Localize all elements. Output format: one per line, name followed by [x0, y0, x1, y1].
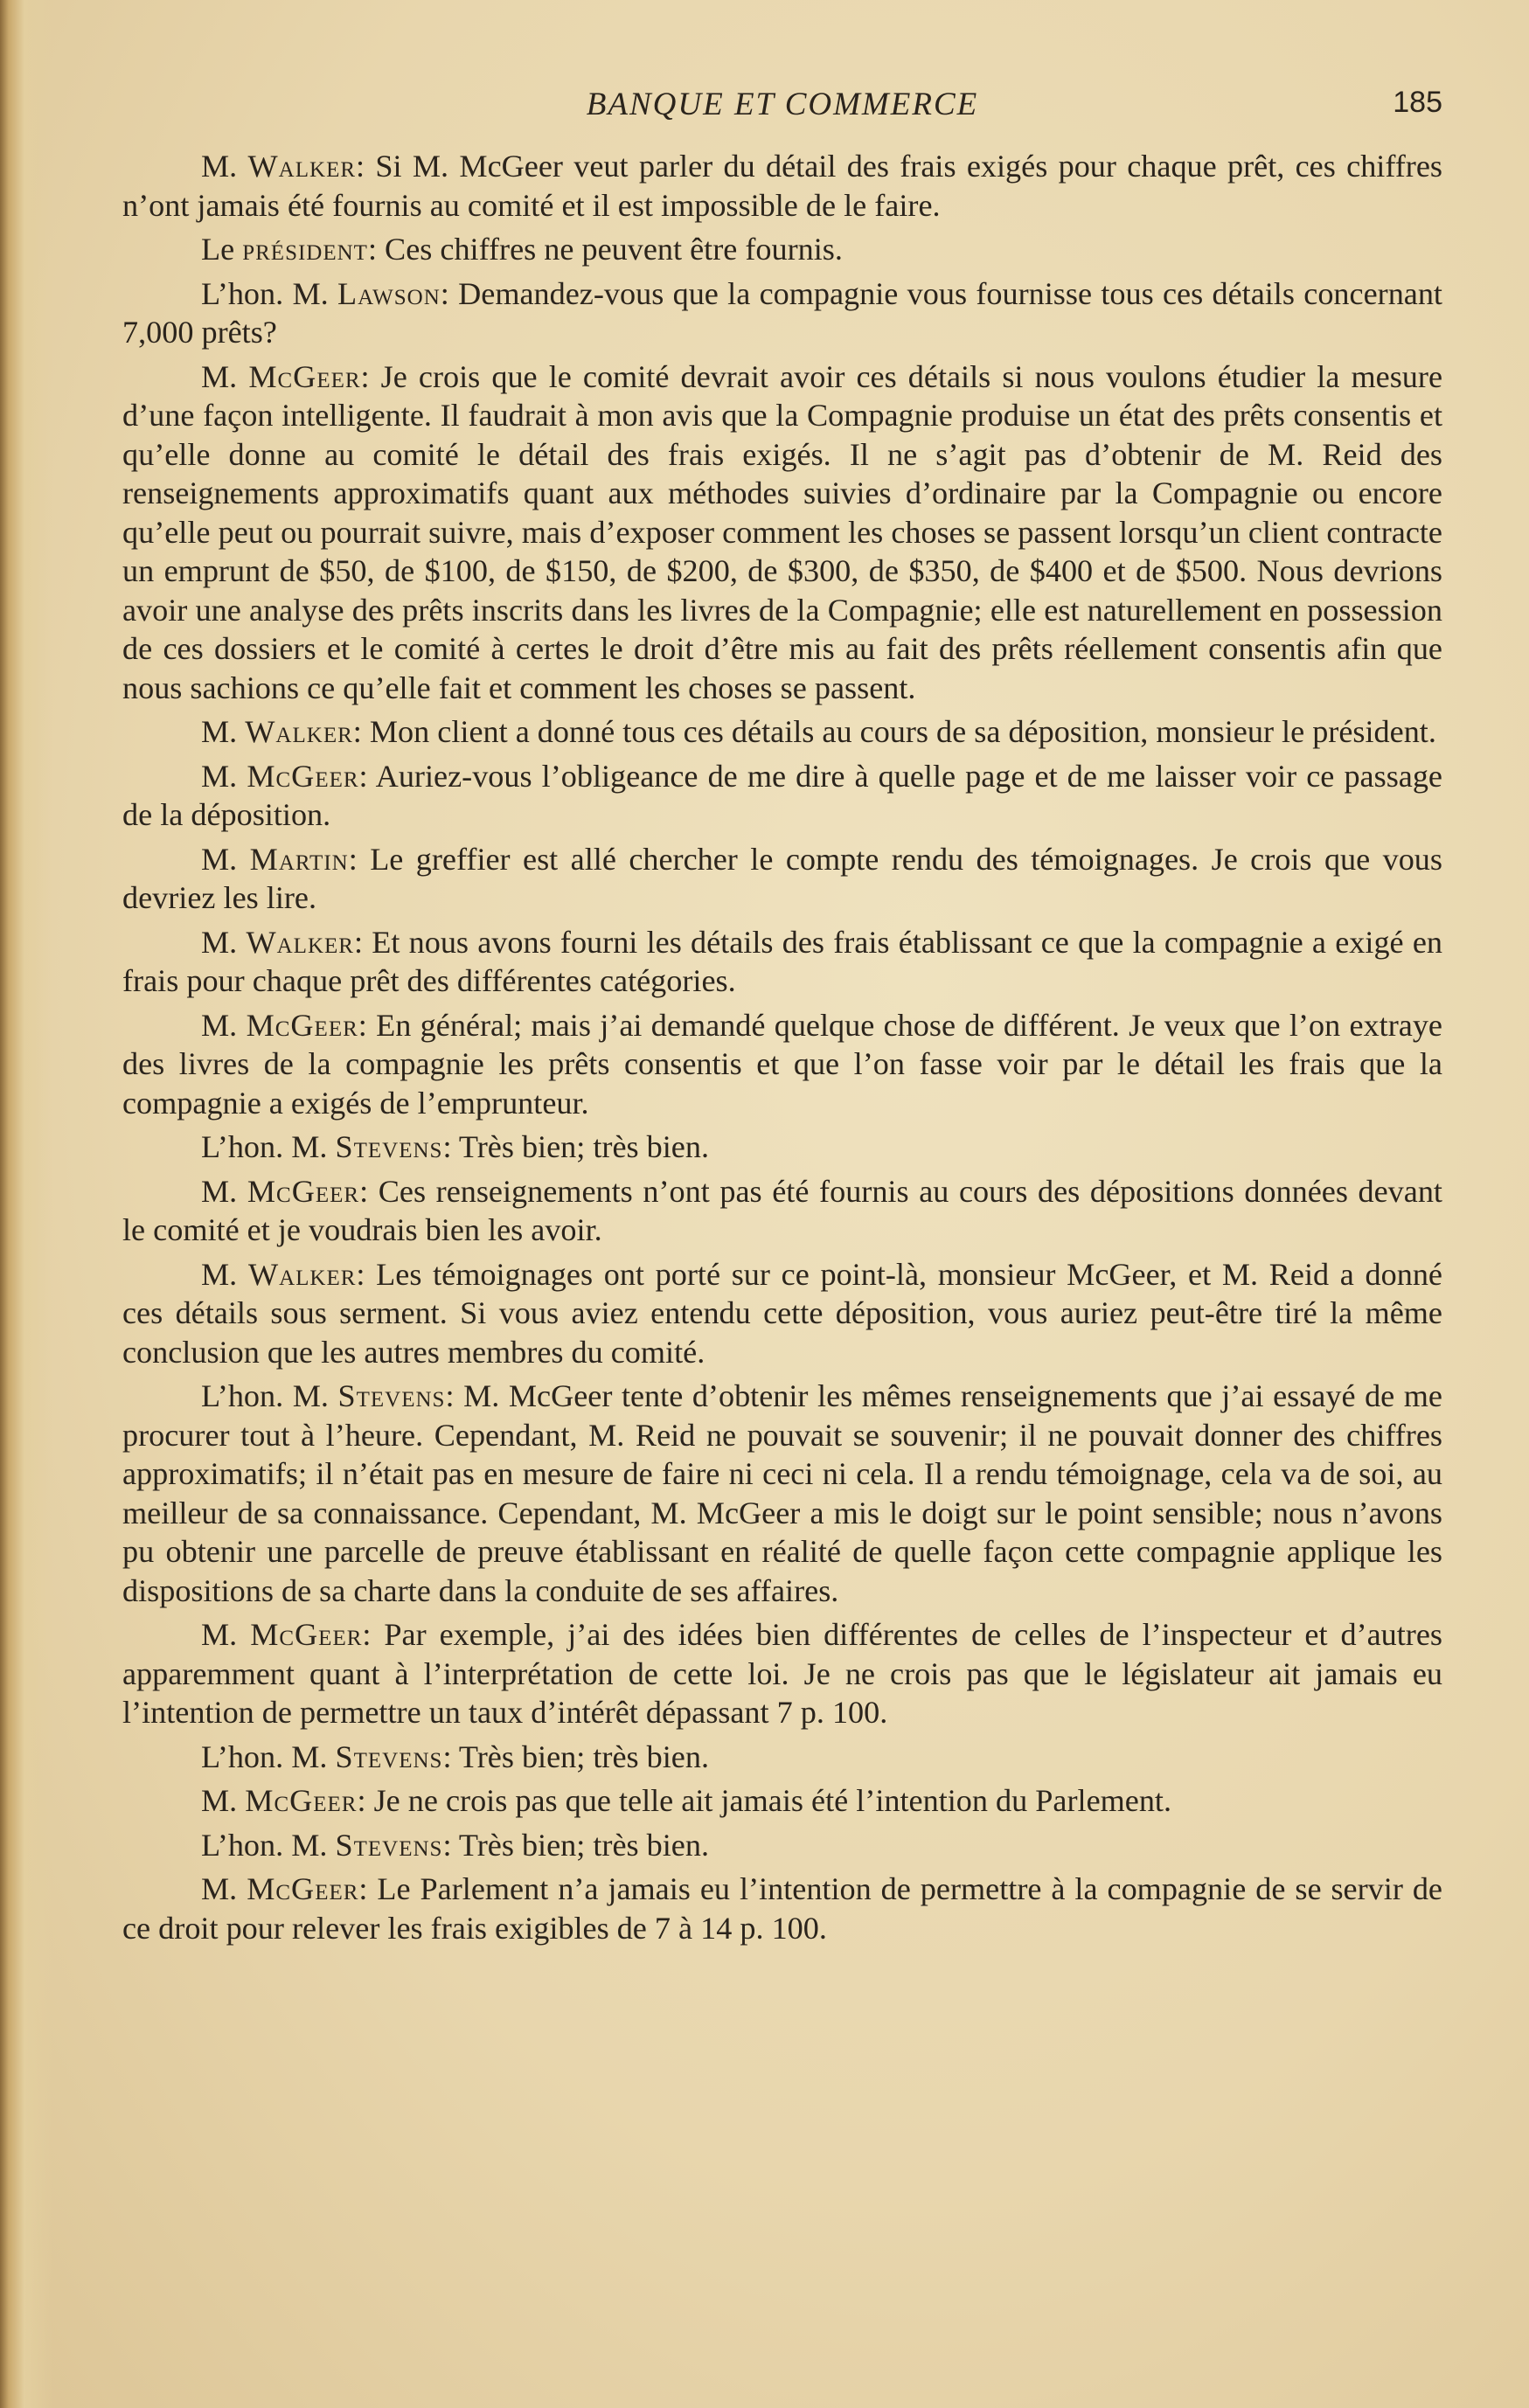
speech-text: : Je crois que le comité devrait avoir ces détails si nous voulons étudier la mesure d’une façon intelligente. Il faudrait à mon avis que la Compagnie produise un état des prêts consentis et qu’elle donne au comité le détail des frais exigés. Il ne s’agit pas d’obtenir de M. Reid des renseignements approximatifs quant aux méthodes suivies d’ordinaire par la Compagnie ou encore qu’elle peut ou pourrait suivre, mais d’exposer comment les choses se passent lorsqu’un client contracte un emprunt de $50, de $100, de $150, de $200, de $300, de $350, de $400 et de $500. Nous devrions avoir une analyse des prêts inscrits dans les livres de la Compagnie; elle est naturellement en possession de ces dossiers et le comité à certes le droit d’être mis au fait des prêts réellement consentis afin que nous sachions ce qu’elle fait et comment les choses se passent. — [122, 358, 1442, 705]
speech-text: : Si M. McGeer veut parler du détail des frais exigés pour chaque prêt, ces chiffres n’ont jamais été fournis au comité et il est impossible de le faire. — [122, 149, 1442, 223]
speaker-name: McGeer — [248, 358, 361, 394]
speaker-name: McGeer — [250, 1617, 363, 1652]
paragraph — [122, 1781, 1442, 1821]
speech-text: : Auriez-vous l’obligeance de me dire à quelle page et de me laisser voir ce passage de la déposition. — [122, 758, 1442, 832]
paragraph — [122, 840, 1442, 918]
paragraph — [122, 1172, 1442, 1250]
speech-text: : Le greffier est allé chercher le compte rendu des témoignages. Je crois que vous devriez les lire. — [122, 841, 1442, 915]
page-number: 185 — [1393, 86, 1442, 119]
speaker-prefix: M. — [201, 358, 249, 394]
speaker-prefix: M. — [201, 1871, 247, 1906]
paragraph — [122, 357, 1442, 708]
speech-text: : Et nous avons fourni les détails des frais établissant ce que la compagnie a exigé en frais pour chaque prêt des différentes catégories. — [122, 924, 1442, 998]
paragraph — [122, 1738, 1442, 1777]
speaker-name: Martin — [249, 841, 349, 877]
speech-text: : Très bien; très bien. — [442, 1827, 710, 1863]
speaker-prefix: M. — [201, 1007, 247, 1043]
speech-text: : Je ne crois pas que telle ait jamais été l’intention du Parlement. — [357, 1783, 1172, 1818]
speaker-name: Stevens — [335, 1738, 443, 1774]
speech-text: : En général; mais j’ai demandé quelque chose de différent. Je veux que l’on extraye des livres de la compagnie les prêts consentis et que l’on fasse voir par le détail les frais que la compagnie a exigés de l’emprunteur. — [122, 1007, 1442, 1121]
paragraph — [122, 230, 1442, 269]
speaker-prefix: L’hon. M. — [201, 1129, 336, 1164]
speaker-prefix: L’hon. M. — [201, 1378, 338, 1413]
speaker-name: Walker — [245, 714, 353, 749]
speaker-name: président — [242, 232, 368, 267]
speaker-prefix: Le — [201, 232, 243, 267]
speaker-prefix: M. — [201, 714, 246, 749]
paragraph — [122, 712, 1442, 752]
speaker-prefix: M. — [201, 1783, 246, 1818]
speech-text: : Les témoignages ont porté sur ce point-là, monsieur McGeer, et M. Reid a donné ces détails sous serment. Si vous aviez entendu cette déposition, vous auriez peut-être tiré la même conclusion que les autres membres du comité. — [122, 1256, 1442, 1370]
speaker-prefix: L’hon. M. — [201, 1738, 336, 1774]
speaker-name: McGeer — [247, 1871, 359, 1906]
speaker-name: Stevens — [337, 1378, 446, 1413]
speaker-prefix: M. — [201, 1173, 247, 1209]
running-title: BANQUE ET COMMERCE — [586, 87, 979, 122]
paragraph — [122, 1128, 1442, 1167]
speaker-prefix: M. — [201, 1617, 251, 1652]
paragraph — [122, 1377, 1442, 1610]
speaker-prefix: M. — [201, 758, 247, 794]
speaker-prefix: L’hon. M. — [201, 1827, 336, 1863]
speaker-name: McGeer — [247, 1173, 360, 1209]
paragraph — [122, 1870, 1442, 1947]
speech-text: : Par exemple, j’ai des idées bien différentes de celles de l’inspecteur et d’autres apparemment quant à l’interprétation de cette loi. Je ne crois pas que le législateur ait jamais eu l’intention de permettre un taux d’intérêt dépassant 7 p. 100. — [122, 1617, 1442, 1730]
speech-text: : Ces chiffres ne peuvent être fournis. — [367, 232, 843, 267]
paragraph — [122, 1006, 1442, 1123]
speaker-name: Stevens — [335, 1827, 443, 1863]
paragraph — [122, 1615, 1442, 1732]
speaker-prefix: L’hon. M. — [201, 275, 338, 311]
speech-text: : Ces renseignements n’ont pas été fournis au cours des dépositions données devant le comité et je voudrais bien les avoir. — [122, 1173, 1442, 1247]
speech-text: : Très bien; très bien. — [442, 1129, 710, 1164]
speaker-name: Stevens — [335, 1129, 443, 1164]
speaker-name: McGeer — [245, 1783, 358, 1818]
running-head — [122, 86, 1442, 129]
speaker-name: McGeer — [247, 758, 359, 794]
speaker-name: McGeer — [246, 1007, 358, 1043]
speech-text: : Demandez-vous que la compagnie vous fournisse tous ces détails concernant 7,000 prêts? — [122, 275, 1442, 350]
paragraph — [122, 274, 1442, 352]
paragraph — [122, 1826, 1442, 1865]
speaker-prefix: M. — [201, 841, 250, 877]
speech-text: : Mon client a donné tous ces détails au cours de sa déposition, monsieur le président. — [352, 714, 1436, 749]
speaker-prefix: M. — [201, 149, 248, 184]
speech-text: : Très bien; très bien. — [442, 1738, 710, 1774]
speaker-name: Walker — [246, 924, 354, 960]
paragraph — [122, 147, 1442, 225]
speaker-name: Lawson — [337, 275, 441, 311]
speaker-name: Walker — [247, 1256, 357, 1292]
body-text — [122, 147, 1442, 1953]
speech-text: : Le Parlement n’a jamais eu l’intention de permettre à la compagnie de se servir de ce droit pour relever les frais exigibles de 7 à 14 p. 100. — [122, 1871, 1442, 1946]
speaker-name: Walker — [247, 149, 357, 184]
paragraph — [122, 1255, 1442, 1372]
speaker-prefix: M. — [201, 1256, 248, 1292]
paragraph — [122, 757, 1442, 835]
speaker-prefix: M. — [201, 924, 247, 960]
speech-text: : M. McGeer tente d’obtenir les mêmes renseignements que j’ai essayé de me procurer tout à l’heure. Cependant, M. Reid ne pouvait se souvenir; il ne pouvait donner des chiffres approximatifs; il n’était pas en mesure de faire ni ceci ni cela. Il a rendu témoignage, cela va de soi, au meilleur de sa connaissance. Cependant, M. McGeer a mis le doigt sur le point sensible; nous n’avons pu obtenir une parcelle de preuve établissant en réalité de quelle façon cette compagnie applique les dispositions de sa charte dans la conduite de ses affaires. — [122, 1378, 1442, 1608]
paragraph — [122, 923, 1442, 1001]
